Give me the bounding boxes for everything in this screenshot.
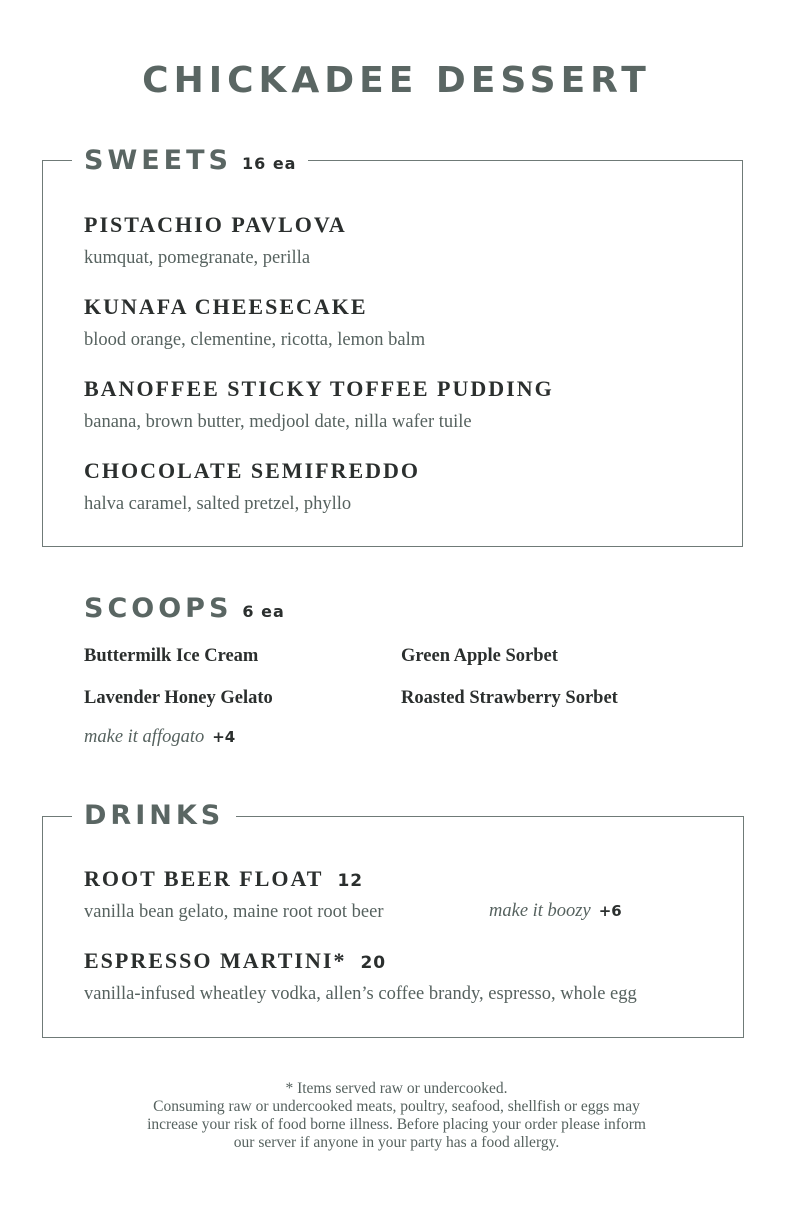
footnote-line: increase your risk of food borne illness. Before placing your order please inform — [147, 1116, 646, 1133]
footnote-line: our server if anyone in your party has a food allergy. — [233, 1134, 560, 1151]
item-name: PISTACHIO PAVLOVA — [84, 212, 347, 237]
footnote-line: Consuming raw or undercooked meats, poultry, seafood, shellfish or eggs may — [153, 1098, 640, 1115]
item-name: BANOFFEE STICKY TOFFEE PUDDING — [84, 376, 554, 401]
item-name: ESPRESSO MARTINI* — [84, 948, 347, 973]
item-name: CHOCOLATE SEMIFREDDO — [84, 458, 421, 483]
item-description: banana, brown butter, medjool date, nilla wafer tuile — [84, 412, 472, 432]
item-description: vanilla bean gelato, maine root root beer — [84, 902, 384, 922]
scoop-item: Buttermilk Ice Cream — [84, 646, 259, 666]
item-description: halva caramel, salted pretzel, phyllo — [84, 494, 352, 514]
section-price: 16 ea — [241, 154, 297, 173]
allergy-footnote — [0, 1080, 793, 1152]
affogato-addon — [84, 727, 235, 748]
scoops-header — [72, 593, 297, 624]
item-name-row — [84, 866, 383, 892]
menu-item — [84, 458, 420, 515]
section-title: SWEETS — [84, 145, 232, 176]
item-price: 20 — [360, 953, 387, 973]
addon-text: make it boozy — [489, 901, 591, 921]
menu-item — [84, 294, 425, 351]
scoop-item: Green Apple Sorbet — [401, 646, 558, 666]
item-description: kumquat, pomegranate, perilla — [84, 248, 311, 268]
item-description: vanilla-infused wheatley vodka, allen’s coffee brandy, espresso, whole egg — [84, 984, 637, 1004]
addon-text: make it affogato — [84, 727, 205, 747]
addon-price: +4 — [212, 728, 236, 746]
footnote-line: * Items served raw or undercooked. — [285, 1080, 508, 1097]
item-name: ROOT BEER FLOAT — [84, 866, 324, 891]
section-price: 6 ea — [242, 602, 285, 621]
scoop-item: Lavender Honey Gelato — [84, 688, 273, 708]
menu-title: CHICKADEE DESSERT — [142, 60, 651, 101]
menu-item — [84, 376, 554, 433]
sweets-header — [72, 145, 308, 176]
item-price: 12 — [337, 871, 364, 891]
addon-price: +6 — [598, 902, 622, 920]
drinks-header — [72, 800, 236, 831]
menu-item — [84, 866, 383, 923]
menu-item — [84, 948, 637, 1005]
section-title: SCOOPS — [84, 593, 233, 624]
scoop-item: Roasted Strawberry Sorbet — [401, 688, 618, 708]
boozy-addon — [489, 901, 622, 922]
item-description: blood orange, clementine, ricotta, lemon balm — [84, 330, 426, 350]
item-name-row — [84, 948, 637, 974]
item-name: KUNAFA CHEESECAKE — [84, 294, 368, 319]
section-title: DRINKS — [84, 800, 225, 831]
menu-item — [84, 212, 347, 269]
